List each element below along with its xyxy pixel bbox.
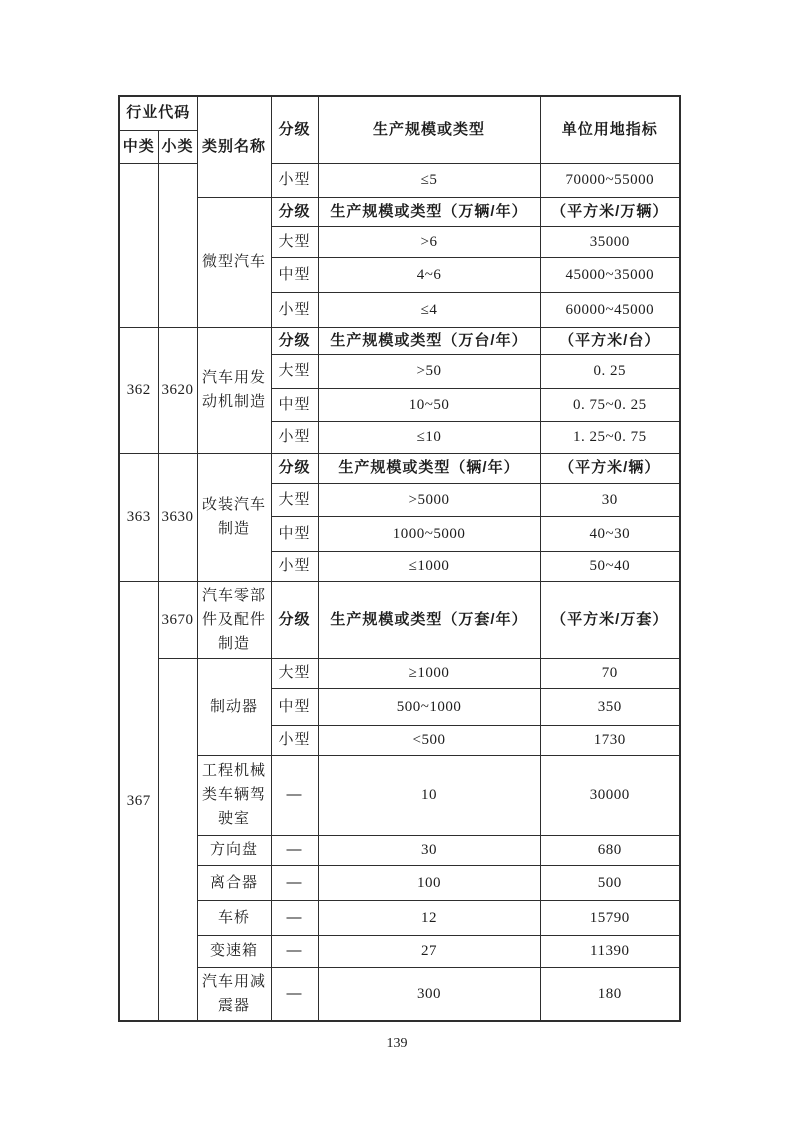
category-auto-engine: 汽车用发动机制造 [197, 327, 271, 453]
scale-cell: <500 [318, 725, 540, 755]
grade-dash: — [271, 967, 318, 1021]
grade-cell: 大型 [271, 483, 318, 516]
scale-cell: 500~1000 [318, 688, 540, 725]
header-industry-code: 行业代码 [119, 96, 197, 130]
grade-cell: 中型 [271, 388, 318, 421]
scale-cell: >5000 [318, 483, 540, 516]
scale-cell: 300 [318, 967, 540, 1021]
subheader-indicator: （平方米/台） [540, 327, 680, 354]
grade-cell: 中型 [271, 257, 318, 292]
header-category-name: 类别名称 [197, 96, 271, 197]
indicator-cell: 0. 75~0. 25 [540, 388, 680, 421]
subheader-indicator: （平方米/辆） [540, 453, 680, 483]
scale-cell: 4~6 [318, 257, 540, 292]
table-row [119, 581, 680, 658]
scale-cell: 30 [318, 835, 540, 865]
table-row [119, 327, 680, 354]
grade-dash: — [271, 935, 318, 967]
subheader-scale: 生产规模或类型（万辆/年） [318, 197, 540, 226]
table-row [119, 835, 680, 865]
category-micro-car: 微型汽车 [197, 197, 271, 327]
subheader-indicator: （平方米/万辆） [540, 197, 680, 226]
indicator-cell: 1730 [540, 725, 680, 755]
land-use-indicator-table [118, 95, 681, 1022]
table-row [119, 96, 680, 130]
category-auto-parts: 汽车零部件及配件制造 [197, 581, 271, 658]
mid-class-code: 362 [119, 327, 158, 453]
grade-cell: 小型 [271, 725, 318, 755]
header-production-scale: 生产规模或类型 [318, 96, 540, 163]
header-small-class: 小类 [158, 130, 197, 163]
table-row [119, 197, 680, 226]
table-row [119, 900, 680, 935]
category-steering-wheel: 方向盘 [197, 835, 271, 865]
scale-cell: 10 [318, 755, 540, 835]
scale-cell: ≤10 [318, 421, 540, 453]
grade-cell: 中型 [271, 688, 318, 725]
indicator-cell: 35000 [540, 226, 680, 257]
subheader-indicator: （平方米/万套） [540, 581, 680, 658]
subheader-scale: 生产规模或类型（万台/年） [318, 327, 540, 354]
indicator-cell: 680 [540, 835, 680, 865]
table-row [119, 967, 680, 1021]
grade-dash: — [271, 835, 318, 865]
grade-cell: 小型 [271, 421, 318, 453]
table-row [119, 658, 680, 688]
small-class-code: 3670 [158, 581, 197, 658]
mid-class-empty [119, 163, 158, 327]
indicator-cell: 1. 25~0. 75 [540, 421, 680, 453]
indicator-cell: 30000 [540, 755, 680, 835]
indicator-cell: 11390 [540, 935, 680, 967]
grade-dash: — [271, 900, 318, 935]
subheader-scale: 生产规模或类型（万套/年） [318, 581, 540, 658]
category-modified-car: 改装汽车制造 [197, 453, 271, 581]
scale-cell: 12 [318, 900, 540, 935]
category-clutch: 离合器 [197, 865, 271, 900]
grade-dash: — [271, 755, 318, 835]
indicator-cell: 15790 [540, 900, 680, 935]
small-class-empty [158, 163, 197, 327]
grade-cell: 大型 [271, 226, 318, 257]
grade-cell: 中型 [271, 516, 318, 551]
grade-cell: 大型 [271, 658, 318, 688]
scale-cell: 10~50 [318, 388, 540, 421]
grade-cell: 小型 [271, 551, 318, 581]
category-axle: 车桥 [197, 900, 271, 935]
scale-cell: 27 [318, 935, 540, 967]
grade-cell: 小型 [271, 163, 318, 197]
category-gearbox: 变速箱 [197, 935, 271, 967]
grade-dash: — [271, 865, 318, 900]
scale-cell: >50 [318, 354, 540, 388]
small-class-empty [158, 658, 197, 1021]
indicator-cell: 60000~45000 [540, 292, 680, 327]
table-row [119, 453, 680, 483]
scale-cell: >6 [318, 226, 540, 257]
indicator-cell: 45000~35000 [540, 257, 680, 292]
scale-cell: 1000~5000 [318, 516, 540, 551]
subheader-scale: 生产规模或类型（辆/年） [318, 453, 540, 483]
indicator-cell: 50~40 [540, 551, 680, 581]
indicator-cell: 30 [540, 483, 680, 516]
small-class-code: 3620 [158, 327, 197, 453]
header-grade: 分级 [271, 96, 318, 163]
header-unit-land-indicator: 单位用地指标 [540, 96, 680, 163]
scale-cell: ≤1000 [318, 551, 540, 581]
scale-cell: ≥1000 [318, 658, 540, 688]
table-row [119, 935, 680, 967]
indicator-cell: 500 [540, 865, 680, 900]
indicator-cell: 70 [540, 658, 680, 688]
subheader-grade: 分级 [271, 197, 318, 226]
header-mid-class: 中类 [119, 130, 158, 163]
category-construction-cab: 工程机械类车辆驾驶室 [197, 755, 271, 835]
mid-class-code: 367 [119, 581, 158, 1021]
grade-cell: 小型 [271, 292, 318, 327]
scale-cell: ≤5 [318, 163, 540, 197]
indicator-cell: 180 [540, 967, 680, 1021]
indicator-cell: 0. 25 [540, 354, 680, 388]
table-body [119, 96, 680, 1021]
small-class-code: 3630 [158, 453, 197, 581]
scale-cell: ≤4 [318, 292, 540, 327]
indicator-cell: 70000~55000 [540, 163, 680, 197]
indicator-cell: 40~30 [540, 516, 680, 551]
category-shock-absorber: 汽车用减震器 [197, 967, 271, 1021]
subheader-grade: 分级 [271, 327, 318, 354]
subheader-grade: 分级 [271, 453, 318, 483]
table-row [119, 865, 680, 900]
table-row [119, 755, 680, 835]
category-brake: 制动器 [197, 658, 271, 755]
page-number: 139 [386, 1036, 408, 1051]
subheader-grade: 分级 [271, 581, 318, 658]
scale-cell: 100 [318, 865, 540, 900]
indicator-cell: 350 [540, 688, 680, 725]
mid-class-code: 363 [119, 453, 158, 581]
grade-cell: 大型 [271, 354, 318, 388]
